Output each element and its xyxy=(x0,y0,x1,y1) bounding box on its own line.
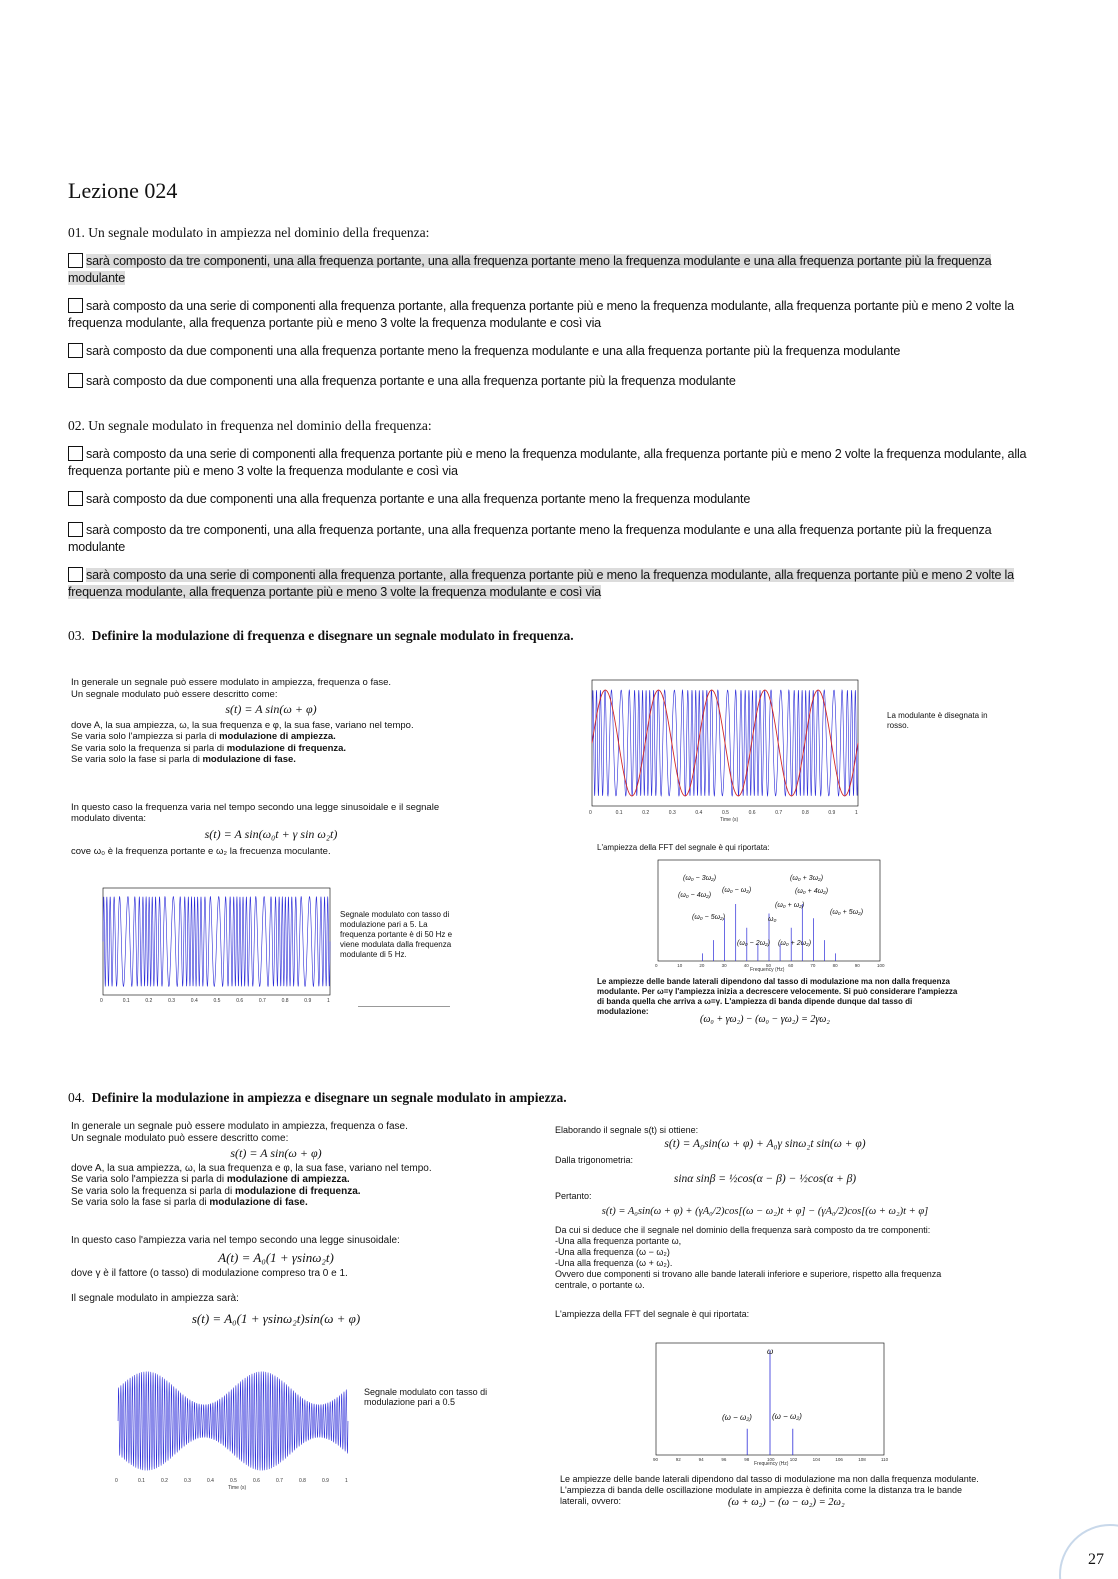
fft-annotation: (ω₀ − 3ω₂) xyxy=(683,875,717,882)
q1-option-1[interactable] xyxy=(68,253,1043,287)
q4-r-para2: Ovvero due componenti si trovano alle bande laterali inferiore e superiore, rispetto alla frequenza centrale, o portante ω. xyxy=(555,1269,942,1290)
fft-annotation: (ω₀ − 2ω₂) xyxy=(737,940,771,947)
tick-label: 0.7 xyxy=(775,810,783,816)
tick-label: 0.4 xyxy=(695,810,703,816)
tick-label: 1 xyxy=(345,1478,348,1484)
q3-para2: In questo caso la frequenza varia nel tempo secondo una legge sinusoidale e il segnale modulato diventa: xyxy=(71,801,440,824)
q4-line4b: modulazione di fase. xyxy=(209,1197,308,1208)
q3-right-formula: (ω₀ + γω₂) − (ω₀ − γω₂) = 2γω₂ xyxy=(700,1014,830,1025)
checkbox[interactable] xyxy=(68,491,83,506)
q3-formula2: s(t) = A sin(ω₀t + γ sin ω₂t) xyxy=(204,826,338,841)
tick-label: 100 xyxy=(877,963,885,968)
q3-intro1: In generale un segnale può essere modulato in ampiezza, frequenza o fase. xyxy=(71,677,392,688)
q4-line5: dove γ è il fattore (o tasso) di modulazione compreso tra 0 e 1. xyxy=(71,1267,348,1279)
q3-line3b: modulazione di frequenza. xyxy=(226,742,347,754)
q4-r-b3: -Una alla frequenza (ω + ω₂). xyxy=(555,1258,673,1268)
checkbox[interactable] xyxy=(68,298,83,313)
q3-line4 xyxy=(71,754,471,766)
question-3-title: 03. Definire la modulazione di frequenza e disegnare un segnale modulato in frequenza. xyxy=(68,628,574,643)
tick-label: 0.3 xyxy=(168,998,176,1004)
q4-time-label: Time (s) xyxy=(228,1485,247,1491)
q3-fft-title: L'ampiezza della FFT del segnale è qui riportata: xyxy=(597,843,770,852)
q3-time-label: Time (s) xyxy=(720,817,739,823)
question-3-title-text: Definire la modulazione di frequenza e disegnare un segnale modulato in frequenza xyxy=(91,628,571,643)
tick-label: 0.8 xyxy=(281,998,289,1004)
question-4-number: 04. xyxy=(68,1090,85,1105)
tick-label: 0.9 xyxy=(304,998,312,1004)
q4-r-formula1: s(t) = A₀sin(ω + φ) + A₀γ sinω₂t sin(ω + φ) xyxy=(664,1138,866,1150)
divider xyxy=(358,1006,450,1007)
q4-formula2: A(t) = A₀(1 + γsinω₂t) xyxy=(218,1250,334,1265)
tick-label: 10 xyxy=(677,963,683,968)
q4-para2: In questo caso l'ampiezza varia nel tempo secondo una legge sinusoidale: xyxy=(71,1234,400,1246)
tick-label: 90 xyxy=(854,963,860,968)
q1-option-3-text: sarà composto da due componenti una alla frequenza portante meno la frequenza modulante e una alla frequenza portante più la frequenza modulante xyxy=(86,344,901,358)
tick-label: 0.2 xyxy=(642,810,650,816)
tick-label: 94 xyxy=(698,1457,704,1462)
q1-option-2[interactable] xyxy=(68,298,1043,332)
q4-intro2: Un segnale modulato può essere descritto come: xyxy=(71,1132,289,1144)
q4-r-b1: -Una alla frequenza portante ω, xyxy=(555,1236,682,1246)
q4-line2b: modulazione di ampiezza. xyxy=(226,1174,350,1185)
q3-line3a: Se varia solo la frequenza si parla di xyxy=(71,742,227,754)
question-4-title: 04. Definire la modulazione in ampiezza e disegnare un segnale modulato in ampiezza. xyxy=(68,1090,567,1105)
page-corner-arc xyxy=(1050,1505,1118,1579)
q4-line3 xyxy=(71,1186,481,1198)
q3-fft-plot xyxy=(640,857,885,975)
tick-label: 80 xyxy=(832,963,838,968)
tick-label: 0.1 xyxy=(138,1478,145,1484)
question-3-number: 03. xyxy=(68,628,85,643)
tick-label: 0.7 xyxy=(258,998,266,1004)
tick-label: 0.7 xyxy=(276,1478,283,1484)
q3-fm-caption: Segnale modulato con tasso di modulazione pari a 5. La frequenza portante è di 50 Hz e viene modulata dalla frequenza modulante di 5 Hz. xyxy=(340,910,453,959)
tick-label: 0.3 xyxy=(184,1478,191,1484)
q2-option-2-text: sarà composto da due componenti una alla frequenza portante e una alla frequenza portante meno la frequenza modulante xyxy=(86,492,751,506)
tick-label: 0.8 xyxy=(801,810,809,816)
q3-intro2: Un segnale modulato può essere descritto come: xyxy=(71,688,278,700)
fft-annotation: (ω₀ − 5ω₂) xyxy=(692,914,726,921)
fft-annotation: (ω₀ + 4ω₂) xyxy=(795,888,829,895)
q3-modulant-caption: La modulante è disegnata in rosso. xyxy=(887,711,988,730)
q3-line2a: Se varia solo l'ampiezza si parla di xyxy=(71,731,220,742)
q4-fft-label-lower: (ω − ω₂) xyxy=(722,1413,752,1422)
tick-label: 104 xyxy=(812,1457,821,1462)
tick-label: 106 xyxy=(835,1457,843,1462)
tick-label: 1 xyxy=(327,998,330,1004)
q4-line4 xyxy=(71,1197,481,1209)
q4-left-panel xyxy=(71,1121,481,1324)
tick-label: 0.5 xyxy=(213,998,221,1004)
q4-line3a: Se varia solo la frequenza si parla di xyxy=(71,1185,235,1197)
q3-line2 xyxy=(71,731,471,743)
q4-r-para1: Da cui si deduce che il segnale nel dominio della frequenza sarà composto da tre componenti: xyxy=(555,1225,931,1235)
tick-label: 0.9 xyxy=(828,810,836,816)
q3-fft-xlabel: Frequency (Hz) xyxy=(750,967,785,973)
tick-label: 0 xyxy=(655,963,658,968)
q2-option-4-text: sarà composto da una serie di componenti alla frequenza portante, alla frequenza portante più e meno la frequenza modulante, alla frequenza portante più e meno 2 volte la frequenza modulante, alla frequenza portante più e meno 3 volte la frequenza modulante e così via xyxy=(68,568,1014,599)
q4-am-caption: Segnale modulato con tasso di modulazione pari a 0.5 xyxy=(364,1387,488,1407)
tick-label: 0.4 xyxy=(190,998,198,1004)
q2-option-1-text: sarà composto da una serie di componenti alla frequenza portante più e meno la frequenza modulante, alla frequenza portante più e meno 2 volte la frequenza modulante, alla frequenza portante più e meno 3 volte la frequenza modulante e così via xyxy=(68,447,1027,478)
tick-label: 0 xyxy=(100,998,103,1004)
fft-annotation: (ω₀ − 4ω₂) xyxy=(678,892,712,899)
q4-line1: dove A, la sua ampiezza, ω, la sua frequenza e φ, la sua fase, variano nel tempo. xyxy=(71,1162,432,1174)
q2-option-3-text: sarà composto da tre componenti, una alla frequenza portante, una alla frequenza portante meno la frequenza modulante e una alla frequenza portante più la frequenza modulante xyxy=(68,523,992,554)
q4-line6: Il segnale modulato in ampiezza sarà: xyxy=(71,1293,239,1304)
q3-line1: dove A, la sua ampiezza, ω, la sua frequenza e φ, la sua fase, variano nel tempo. xyxy=(71,719,414,731)
q4-r-para3: Le ampiezze delle bande laterali dipendono dal tasso di modulazione ma non dalla frequenza modulante. L'ampiezza di banda delle oscillazione modulate in ampiezza è definita come la distanza tra le bande laterali, ovvero: xyxy=(560,1474,979,1506)
tick-label: 110 xyxy=(881,1457,888,1462)
tick-label: 0.1 xyxy=(122,998,130,1004)
tick-label: 60 xyxy=(788,963,794,968)
q4-fft-label-carrier: ω xyxy=(767,1347,774,1356)
tick-label: 98 xyxy=(744,1457,750,1462)
q4-right-panel xyxy=(555,1125,975,1320)
q3-fm-signal-plot xyxy=(85,885,335,1010)
tick-label: 70 xyxy=(810,963,816,968)
tick-label: 102 xyxy=(789,1457,798,1462)
q4-intro1: In generale un segnale può essere modulato in ampiezza, frequenza o fase. xyxy=(71,1121,408,1132)
tick-label: 0.9 xyxy=(322,1478,329,1484)
q3-fm-modulant-plot xyxy=(570,676,865,824)
tick-label: 20 xyxy=(699,963,705,968)
tick-label: 96 xyxy=(721,1457,727,1462)
fft-annotation: (ω₀ + ω₂) xyxy=(775,902,805,909)
fft-annotation: (ω₀ + 5ω₂) xyxy=(830,909,864,916)
q4-r-b2: -Una alla frequenza (ω − ω₂) xyxy=(555,1247,670,1257)
q3-line4b: modulazione di fase. xyxy=(202,754,296,765)
fft-annotation: (ω₀ − ω₂) xyxy=(722,887,752,894)
checkbox[interactable] xyxy=(68,253,83,268)
q1-option-4-text: sarà composto da due componenti una alla frequenza portante e una alla frequenza portante più la frequenza modulante xyxy=(86,374,736,388)
tick-label: 0.4 xyxy=(207,1478,214,1484)
q2-option-1[interactable] xyxy=(68,446,1043,480)
q1-option-1-text: sarà composto da tre componenti, una alla frequenza portante, una alla frequenza portante meno la frequenza modulante e una alla frequenza portante più la frequenza modulante xyxy=(68,254,992,285)
q3-line3 xyxy=(71,743,471,755)
q4-r-fft-title: L'ampiezza della FFT del segnale è qui riportata: xyxy=(555,1309,750,1319)
page-number: 27 xyxy=(1088,1551,1104,1568)
q3-line4a: Se varia solo la fase si parla di xyxy=(71,754,203,765)
page-title: Lezione 024 xyxy=(68,178,178,203)
q4-r-line1: Elaborando il segnale s(t) si ottiene: xyxy=(555,1125,699,1135)
question-1-title: 01. Un segnale modulato in ampiezza nel dominio della frequenza: xyxy=(68,225,430,240)
q2-option-4[interactable] xyxy=(68,567,1043,601)
q4-line4a: Se varia solo la fase si parla di xyxy=(71,1197,210,1208)
q4-r-line2: Dalla trigonometria: xyxy=(555,1155,634,1165)
tick-label: 0.6 xyxy=(748,810,756,816)
tick-label: 50 xyxy=(766,963,772,968)
tick-label: 0.2 xyxy=(161,1478,168,1484)
q4-r-formula3: s(t) = A₀sin(ω + φ) + (γA₀/2)cos[(ω − ω₂)t + φ] − (γA₀/2)cos[(ω + ω₂)t + φ] xyxy=(601,1206,929,1217)
tick-label: 0.2 xyxy=(145,998,153,1004)
checkbox[interactable] xyxy=(68,373,83,388)
q4-r-formula4: (ω + ω₂) − (ω − ω₂) = 2ω₂ xyxy=(728,1497,845,1508)
tick-label: 0.5 xyxy=(230,1478,237,1484)
tick-label: 0.3 xyxy=(668,810,676,816)
checkbox[interactable] xyxy=(68,446,83,461)
q1-option-2-text: sarà composto da una serie di componenti alla frequenza portante, alla frequenza portante più e meno la frequenza modulante, alla frequenza portante più e meno 2 volte la frequenza modulante, alla frequenza portante più e meno 3 volte la frequenza modulante e così via xyxy=(68,299,1014,330)
q4-fft-xlabel: Frequency (Hz) xyxy=(754,1461,789,1467)
q2-option-2[interactable] xyxy=(68,491,1043,508)
tick-label: 92 xyxy=(675,1457,681,1462)
tick-label: 0.8 xyxy=(299,1478,306,1484)
checkbox[interactable] xyxy=(68,343,83,358)
question-4-title-text: Definire la modulazione in ampiezza e disegnare un segnale modulato in ampiezza xyxy=(91,1090,564,1105)
q1-option-3[interactable] xyxy=(68,343,1043,360)
tick-label: 0.6 xyxy=(253,1478,260,1484)
q3-formula1: s(t) = A sin(ω + φ) xyxy=(225,702,317,716)
q4-line2a: Se varia solo l'ampiezza si parla di xyxy=(71,1174,227,1185)
checkbox[interactable] xyxy=(68,522,83,537)
tick-label: 0.6 xyxy=(236,998,244,1004)
q4-am-signal-plot xyxy=(110,1362,355,1492)
tick-label: 40 xyxy=(743,963,749,968)
q4-r-line3: Pertanto: xyxy=(555,1191,592,1201)
q2-option-3[interactable] xyxy=(68,522,1043,556)
tick-label: 0.5 xyxy=(722,810,729,816)
q3-line5: cove ω₀ è la frequenza portante e ω₂ la frecuenza moculante. xyxy=(71,846,331,857)
q3-line2b: modulazione di ampiezza. xyxy=(219,731,336,742)
tick-label: 0 xyxy=(589,810,592,816)
q1-option-4[interactable] xyxy=(68,373,1043,390)
q4-fft-label-upper: (ω − ω₂) xyxy=(772,1412,802,1421)
q4-fft-plot xyxy=(638,1340,888,1470)
q3-left-panel xyxy=(71,677,471,858)
tick-label: 108 xyxy=(858,1457,866,1462)
checkbox[interactable] xyxy=(68,567,83,582)
q4-r-formula2: sinα sinβ = ½cos(α − β) − ½cos(α + β) xyxy=(673,1173,857,1185)
fft-annotation: (ω₀ + 2ω₂) xyxy=(778,940,812,947)
tick-label: 0.1 xyxy=(615,810,623,816)
fft-annotation: ω₀ xyxy=(768,916,777,923)
question-2-title: 02. Un segnale modulato in frequenza nel dominio della frequenza: xyxy=(68,418,432,433)
tick-label: 100 xyxy=(767,1457,775,1462)
q4-formula1: s(t) = A sin(ω + φ) xyxy=(230,1146,322,1160)
tick-label: 1 xyxy=(855,810,858,816)
q4-line3b: modulazione di frequenza. xyxy=(234,1185,361,1197)
tick-label: 0 xyxy=(115,1478,118,1484)
tick-label: 30 xyxy=(721,963,727,968)
q3-right-para: Le ampiezze delle bande laterali dipendono dal tasso di modulazione ma non dalla frequenza modulante. Per ω=γ l'ampiezza inizia a decrescere velocemente. Si può considerare l'ampiezza di banda quella che arriva a ω=γ. L'ampiezza di banda dipende dunque dal tasso di modulazione: xyxy=(597,977,958,1016)
fft-annotation: (ω₀ + 3ω₂) xyxy=(790,875,824,882)
q4-formula3: s(t) = A₀(1 + γsinω₂t)sin(ω + φ) xyxy=(191,1310,361,1326)
q4-line2 xyxy=(71,1174,481,1186)
tick-label: 90 xyxy=(653,1457,659,1462)
